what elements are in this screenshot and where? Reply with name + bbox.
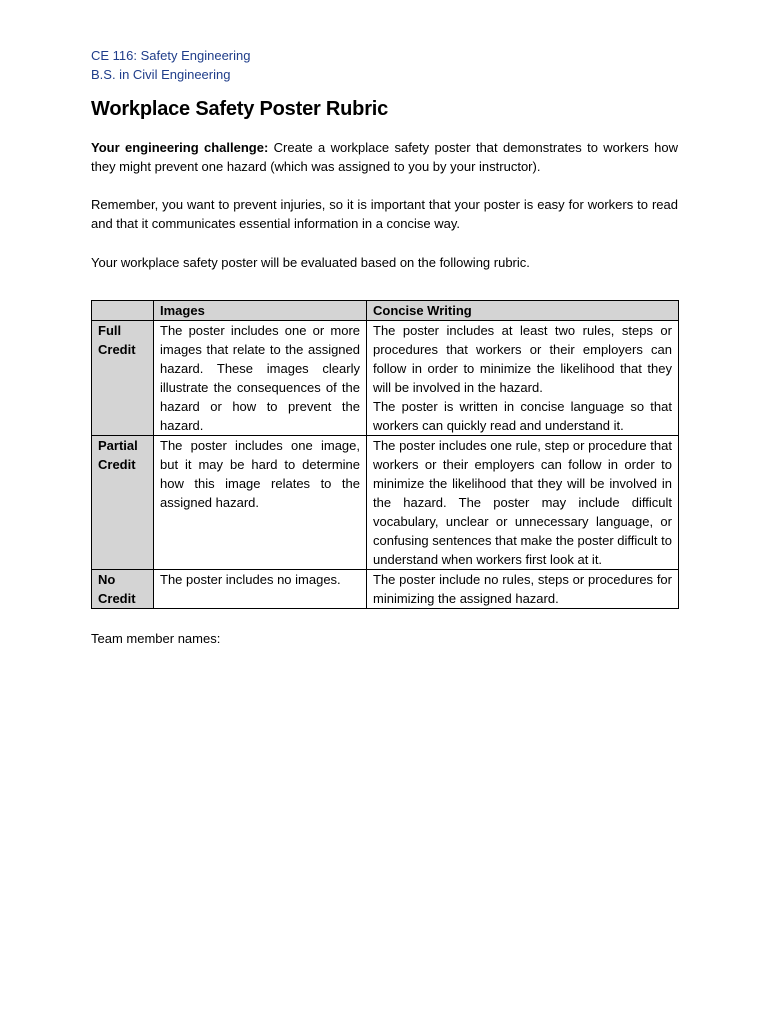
- remember-paragraph: Remember, you want to prevent injuries, so it is important that your poster is easy for workers to read and that it communicates essential information in a concise way.: [91, 197, 678, 231]
- full-credit-writing-language: The poster is written in concise language so that workers can quickly read and understand it.: [373, 399, 672, 433]
- full-credit-writing: [367, 321, 679, 436]
- rubric-corner-cell: [92, 301, 154, 321]
- column-header-images: Images: [154, 301, 367, 321]
- rubric-header-row: [92, 301, 679, 321]
- challenge-text: Create a workplace safety poster that demonstrates to workers how they might prevent one hazard (which was assigned to you by your instructor).: [91, 140, 678, 174]
- row-label-full-credit: Full Credit: [92, 321, 154, 436]
- page-title: Workplace Safety Poster Rubric: [91, 98, 389, 120]
- table-row: [92, 321, 679, 436]
- row-label-no-credit: No Credit: [92, 570, 154, 609]
- row-label-partial-credit: Partial Credit: [92, 436, 154, 570]
- no-credit-images: The poster includes no images.: [154, 570, 367, 609]
- table-row: [92, 570, 679, 609]
- table-row: [92, 436, 679, 570]
- partial-credit-writing: The poster includes one rule, step or procedure that workers or their employers can follow in order to minimize the likelihood that they will be involved in the hazard. The poster may include difficult vocabulary, unclear or unnecessary language, or confusing sentences that make the poster difficult to understand when workers first look at it.: [367, 436, 679, 570]
- team-member-names-label: Team member names:: [91, 631, 221, 646]
- document-page: [91, 46, 678, 648]
- rubric-table: [91, 300, 679, 609]
- evaluation-paragraph: Your workplace safety poster will be evaluated based on the following rubric.: [91, 255, 530, 270]
- no-credit-writing: The poster include no rules, steps or procedures for minimizing the assigned hazard.: [367, 570, 679, 609]
- course-code: CE 116: Safety Engineering: [91, 48, 251, 63]
- challenge-lead: Your engineering challenge:: [91, 140, 269, 155]
- full-credit-images: The poster includes one or more images that relate to the assigned hazard. These images clearly illustrate the consequences of the hazard or how to prevent the hazard.: [154, 321, 367, 436]
- challenge-paragraph: [91, 138, 678, 176]
- program-name: B.S. in Civil Engineering: [91, 67, 231, 82]
- full-credit-writing-rules: The poster includes at least two rules, steps or procedures that workers or their employers can follow in order to minimize the likelihood that they will be involved in the hazard.: [373, 323, 672, 395]
- partial-credit-images: The poster includes one image, but it may be hard to determine how this image relates to the assigned hazard.: [154, 436, 367, 570]
- column-header-concise-writing: Concise Writing: [367, 301, 679, 321]
